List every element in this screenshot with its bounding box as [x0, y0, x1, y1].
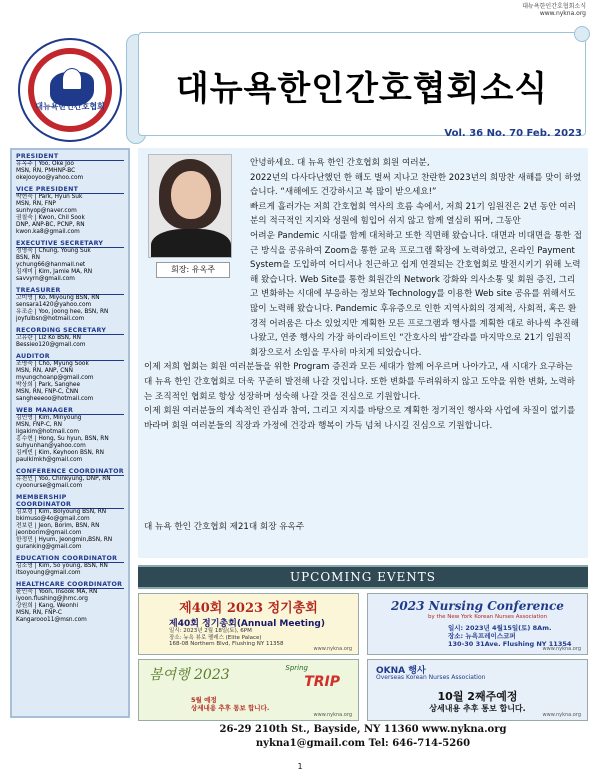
- officer-line: MSN, RN, PMHNP-BC: [16, 168, 76, 174]
- officer-line: myungchoanp@gmail.com: [16, 375, 94, 381]
- letter-paragraph: 2022년의 다사다난했던 한 해도 벌써 지나고 찬란한 2023년의 희망찬 새해를 맞이 하였습니다. “새해에도 건강하시고 복 많이 받으세요!”: [250, 172, 582, 198]
- officer-line: DNP, ANP-BC, PCNP, RN: [16, 222, 85, 228]
- officer-role: AUDITOR: [16, 353, 124, 361]
- officer-line: itsoyoung@gmail.com: [16, 570, 81, 576]
- event-details: [448, 624, 571, 648]
- officer-line: 홍수현 | Hong, Su hyun, BSN, RN: [16, 436, 109, 442]
- logo-ring: [28, 48, 112, 132]
- event-title: 제40회 2023 정기총회: [179, 601, 318, 616]
- officer-line: 고미영 | Ko, Miyoung BSN, RN: [16, 295, 100, 301]
- event-annual-meeting[interactable]: [138, 593, 359, 655]
- officer-line: MSN, RN, FNP-C: [16, 610, 62, 616]
- officer-line: 박상희 | Park, Sanghee: [16, 382, 81, 388]
- event-trip: TRIP: [304, 674, 340, 690]
- event-venue: 장소: 뉴욕 뷰로 팰레스 (Elite Palace): [169, 634, 262, 641]
- officer-line: joyfulbsn@hotmail.com: [16, 316, 85, 322]
- officer-line: 김케빈 | Kim, Keyhoon BSN, RN: [16, 450, 104, 456]
- officer-line: 김보령 | Kim, Bolyoung BSN, RN: [16, 509, 107, 515]
- photo-caption: 회장: 유옥주: [156, 262, 230, 278]
- officer-role: EXECUTIVE SECRETARY: [16, 240, 124, 248]
- officer-line: okejooyoo@yahoo.com: [16, 175, 84, 181]
- event-web: www.nykna.org: [542, 646, 581, 652]
- officer-section: [12, 284, 128, 324]
- officer-line: paulkimkh@gmail.com: [16, 457, 83, 463]
- officer-line: 전보린 | Jeon, Borim, BSN, RN: [16, 523, 100, 529]
- officer-section: [12, 237, 128, 284]
- officer-role: HEALTHCARE COORDINATOR: [16, 581, 123, 588]
- officer-section: [12, 324, 128, 350]
- event-details: [169, 628, 283, 648]
- officer-line: savvyrn@gmail.com: [16, 276, 75, 282]
- event-organizer: by the New York Korean Nurses Association: [428, 614, 548, 620]
- officer-line: ychung66@hanmail.net: [16, 262, 86, 268]
- volume-issue: Vol. 36 No. 70 Feb. 2023: [444, 128, 582, 139]
- officer-line: 권칠숙 | Kwon, Chil Sook: [16, 215, 85, 221]
- officer-line: 김민영 | Kim, Minyoung: [16, 415, 82, 421]
- event-note: 상세내용 추후 통보 합니다.: [429, 704, 526, 713]
- officer-role: MEMBERSHIP COORDINATOR: [16, 494, 124, 509]
- officer-line: jeonborim@gmail.com: [16, 530, 82, 536]
- officer-line: ligakim@hotmail.com: [16, 429, 80, 435]
- mini-title: 대뉴욕한인간호협회소식: [522, 3, 586, 10]
- officer-line: 고유란 | Liz Ko BSN, RN: [16, 335, 82, 341]
- officer-role: EDUCATION COORDINATOR: [16, 555, 124, 563]
- masthead-mini: [522, 3, 586, 17]
- officer-section: [12, 350, 128, 404]
- event-okna[interactable]: [367, 659, 588, 721]
- officer-line: 강원희 | Kang, Weonhi: [16, 603, 79, 609]
- officer-line: MSN, FNP-C, RN: [16, 422, 62, 428]
- officer-section: [12, 150, 128, 183]
- officer-section: [12, 491, 128, 552]
- event-note: 상세내용 추후 통보 합니다.: [191, 704, 270, 712]
- officer-section: [12, 552, 128, 578]
- event-date: 5월 예정: [191, 696, 217, 704]
- event-date: 일시: 2023년 2월 18일(토), 6PM: [169, 628, 252, 634]
- officer-line: 조명숙 | Cho, Myung Sook: [16, 361, 89, 367]
- event-organizer: Overseas Korean Nurses Association: [376, 674, 486, 681]
- officer-role: CONFERENCE COORDINATOR: [16, 468, 124, 475]
- event-spring-trip[interactable]: [138, 659, 359, 721]
- officer-line: suhyunhan@yahoo.com: [16, 443, 86, 449]
- footer-contact: [138, 723, 588, 751]
- page-number: 1: [297, 762, 303, 771]
- officers-sidebar: [10, 148, 130, 718]
- event-date: 10월 2째주예정: [437, 690, 518, 703]
- officer-line: MSN, RN, ANP, CNN: [16, 368, 73, 374]
- letter-paragraph: 이제 회원 여러분들의 계속적인 관심과 참여, 그리고 지지를 바탕으로 계획한 정기적인 행사와 사업에 차질이 없기를 바라며 회원 여러분들의 직장과 가정에 건강과 행복이 가득 넘쳐 나시길 진심으로 기원합니다.: [144, 406, 576, 431]
- officer-line: MSN, RN, FNP: [16, 201, 56, 207]
- officer-line: iyoon.flushing@jhmc.org: [16, 596, 88, 602]
- event-web: www.nykna.org: [542, 712, 581, 718]
- event-web: www.nykna.org: [313, 646, 352, 652]
- letter-paragraph: 이제 저희 협회는 회원 여러분들을 위한 Program 증진과 모든 세대가 함께 어우르며 나아가고, 새 시대가 요구하는 대 뉴욕 한인 간호협회로 더욱 꾸준히 발전해 나갈 것입니다. 또한 변화를 두려워하지 않고 도약을 위한 변화, 노력하는 조직적인 협회로 항상 성장하며 성숙해 나갈 것을 진심으로 기원합니다.: [144, 362, 576, 402]
- logo-text: 대뉴욕한인간호협회: [35, 102, 105, 111]
- letter-paragraph: 빠르게 흘러가는 저희 간호협회 역사의 흐름 속에서, 저희 21기 임원진은 2년 동안 여러분의 적극적인 지지와 성원에 힘입어 쉬지 않고 함께 열심히 뛰며, 그동안: [250, 201, 576, 227]
- officer-line: Kangarooo11@msn.com: [16, 617, 87, 623]
- event-date: 일시: 2023년 4월15일(토) 8Am.: [448, 624, 552, 632]
- officer-section: [12, 578, 128, 625]
- event-nursing-conference[interactable]: [367, 593, 588, 655]
- officer-section: [12, 465, 128, 491]
- officer-line: 윤인숙 | Yoon, Insook MA, RN: [16, 589, 98, 595]
- officer-line: MSN, RN, FNP-C, CNN: [16, 389, 79, 395]
- title-banner: [138, 32, 586, 136]
- event-title: 2023 Nursing Conference: [391, 599, 564, 613]
- event-spring: Spring: [285, 664, 308, 672]
- officer-role: RECORDING SECRETARY: [16, 327, 124, 335]
- officer-line: 김소영 | Kim, So young, BSN, RN: [16, 563, 108, 569]
- officer-line: sangheeeoo@hotmail.com: [16, 396, 94, 402]
- officer-line: 김재미 | Kim, Jamie MA, RN: [16, 269, 93, 275]
- officer-role: PRESIDENT: [16, 153, 124, 161]
- upcoming-events-heading: UPCOMING EVENTS: [138, 565, 588, 589]
- footer-address: 26-29 210th St., Bayside, NY 11360 www.nykna.org: [219, 724, 507, 735]
- letter-paragraph: 어려운 Pandemic 시대를 함께 대처하고 또한 직면해 왔습니다. 대면과 비대면을 통한 접근 방식을 공유하여 Zoom을 통한 교육 프로그램 확장에 노력하였고, 온라인 Payment System을 도입하여 어디서나 친근하고 쉽게 연결되는 간호협회로 발전시키기 위해 노력해 왔습니다. Web Site를 통한 회원간의 Network 강화와 의사소통 및 회원 증진, 그리고 변화하는 시대에 부응하는 정보와 Technology를 이용한 Web site 공유를 위해서도 많이 노력해 왔습니다. Pandemic 후유증으로 인한 지역사회의 경제적, 사회적, 혹은 환경적 어려움은 다소 있었지만 계획한 모든 프로그램과 행사를 계획한 대로 하나씩 추진해 나왔고, 연중 행사의 가장 하이라이트인 “간호사의 밤”갈라를 마지막으로 21기 임원직 회장으로서 소임을 무사히 마치게 되었습니다.: [250, 230, 582, 358]
- letter-signature: 대 뉴욕 한인 간호협회 제21대 회장 유옥주: [144, 522, 305, 532]
- event-address: 130-30 31Ave. Flushing NY 11354: [448, 640, 572, 648]
- event-address: 168-08 Northern Blvd, Flushing NY 11358: [169, 641, 284, 647]
- officer-line: 유천민 | Yoo, Chinkyung, DNP, RN: [16, 476, 111, 482]
- event-subtitle: 제40회 정기총회(Annual Meeting): [169, 619, 325, 629]
- page-title: 대뉴욕한인간호협회소식: [175, 69, 549, 109]
- officer-line: guranking@gmail.com: [16, 544, 82, 550]
- president-letter: [138, 148, 588, 558]
- officer-line: 유조순 | Yoo, joong hee, BSN, RN: [16, 309, 109, 315]
- nurse-cap-icon: [62, 68, 82, 90]
- officer-line: 유옥주 | Yoo, Oke Joo: [16, 161, 74, 167]
- event-details: [191, 696, 269, 712]
- officer-line: 한정민 | Hyum, Jeongmin,BSN, RN: [16, 537, 113, 543]
- officer-role: WEB MANAGER: [16, 407, 124, 415]
- association-logo: [18, 38, 122, 142]
- event-title: 봄여행 2023: [149, 667, 230, 683]
- officer-section: [12, 183, 128, 237]
- mini-web: www.nykna.org: [539, 10, 586, 17]
- officer-line: sunhyop@naver.com: [16, 208, 77, 214]
- officer-line: sensara1420@yahoo.com: [16, 302, 92, 308]
- officer-role: VICE PRESIDENT: [16, 186, 124, 194]
- event-venue: 장소: 뉴욕프레이스코퍼: [448, 632, 516, 640]
- officer-line: 정영숙 | Chung, Young Suk: [16, 248, 91, 254]
- officer-line: cyoonurse@gmail.com: [16, 483, 83, 489]
- officer-line: BSN, RN: [16, 255, 40, 261]
- officer-line: kwon.ka8@gmail.com: [16, 229, 80, 235]
- officer-line: Bessieo120@gmail.com: [16, 342, 86, 348]
- footer-email-phone: nykna1@gmail.com Tel: 646-714-5260: [255, 738, 471, 749]
- officer-line: 박현숙 | Park, Hyun Suk: [16, 194, 83, 200]
- letter-greeting: 안녕하세요. 대 뉴욕 한인 간호협회 회원 여러분,: [250, 158, 430, 168]
- event-web: www.nykna.org: [313, 712, 352, 718]
- event-title: OKNA 행사: [376, 666, 426, 676]
- letter-body: [144, 156, 582, 433]
- officer-role: TREASURER: [16, 287, 124, 295]
- scroll-roll-right: [574, 26, 590, 42]
- officer-section: [12, 404, 128, 465]
- officer-line: bkimuso@4o@gmail.com: [16, 516, 90, 522]
